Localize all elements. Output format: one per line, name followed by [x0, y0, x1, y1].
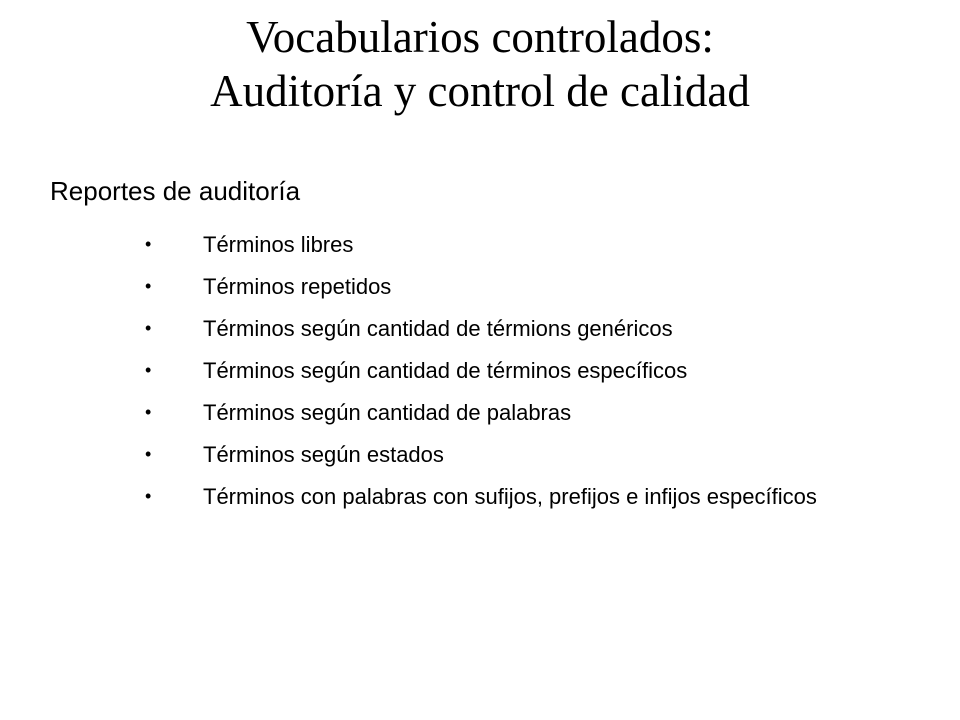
list-item-text: Términos con palabras con sufijos, prefijos e infijos específicos [203, 484, 817, 509]
title-line-2: Auditoría y control de calidad [210, 66, 750, 116]
bullet-icon: • [145, 402, 152, 422]
bullet-icon: • [145, 360, 152, 380]
list-item-text: Términos según cantidad de palabras [203, 400, 572, 425]
title-line-1: Vocabularios controlados: [246, 12, 714, 62]
list-item-text: Términos libres [203, 232, 354, 257]
bullet-icon: • [145, 234, 152, 254]
list-item [0, 272, 960, 301]
bullet-icon: • [145, 318, 152, 338]
bullet-list [0, 230, 960, 524]
list-item [0, 398, 960, 427]
list-item-text: Términos según estados [203, 442, 444, 467]
bullet-icon: • [145, 276, 152, 296]
section-heading: Reportes de auditoría [50, 176, 301, 206]
slide-title [0, 10, 960, 118]
list-item [0, 356, 960, 385]
list-item [0, 314, 960, 343]
bullet-icon: • [145, 444, 152, 464]
list-item-text: Términos según cantidad de térmions genéricos [203, 316, 673, 341]
list-item-text: Términos según cantidad de términos específicos [203, 358, 688, 383]
list-item [0, 440, 960, 469]
list-item [0, 482, 960, 511]
list-item-text: Términos repetidos [203, 274, 392, 299]
bullet-icon: • [145, 486, 152, 506]
list-item [0, 230, 960, 259]
